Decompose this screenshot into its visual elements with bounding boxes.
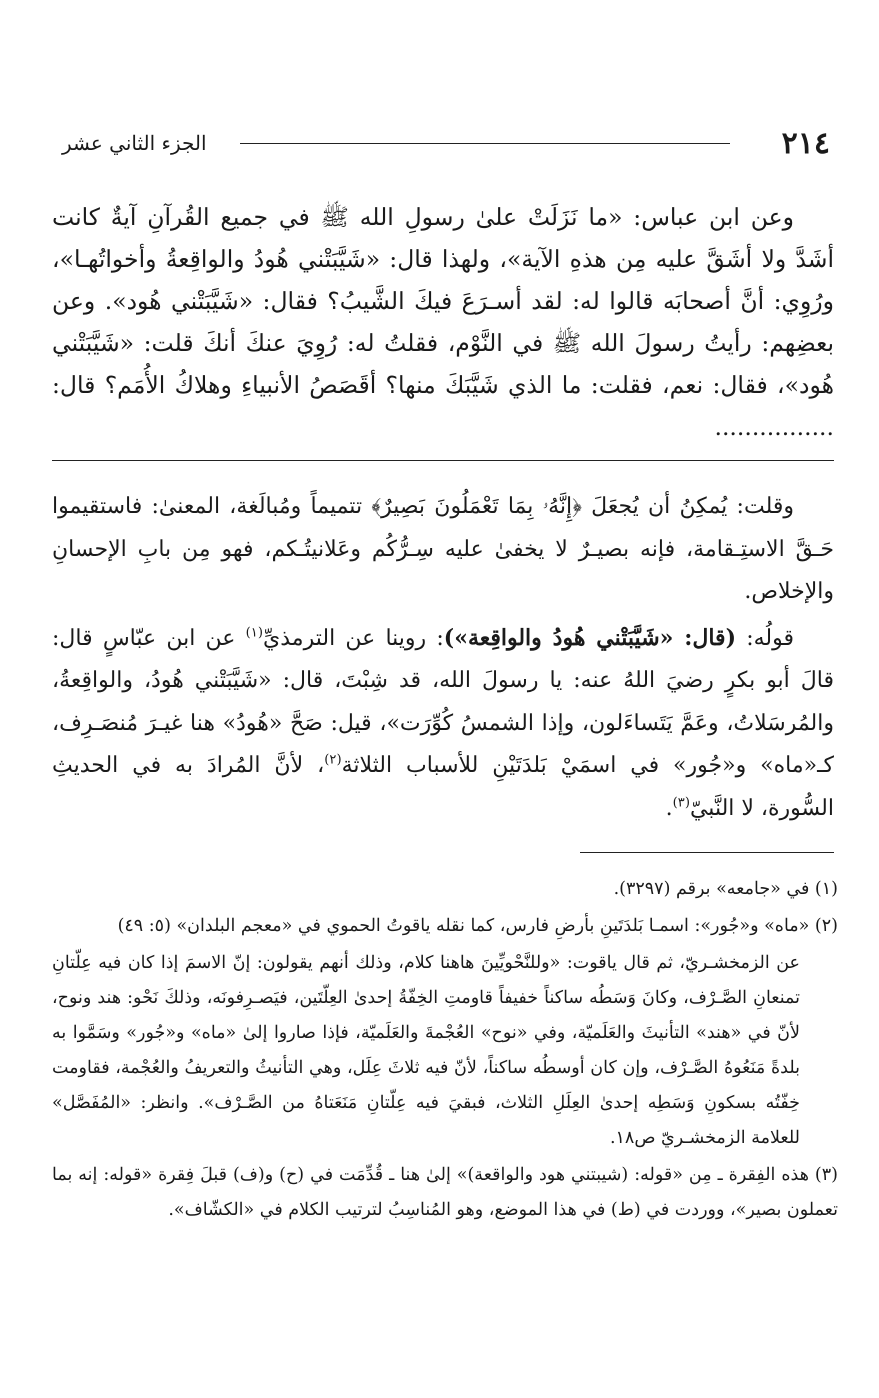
footnote-ref-1[interactable]: (١) [245,625,264,641]
p2-mid2: عن ابن عبّاسٍ قال: قالَ أبو بكرٍ رضيَ اللهُ عنه: يا رسولَ الله، قد شِبْتَ، قال: «شَيَّبَتْني هُودُ، والواقِعةُ، والمُرسَلاتُ، وعَمَّ يَتَساءَلون، وإذا الشمسُ كُوِّرَت»، قيل: صَحَّ «هُودُ» هنا غيـرَ مُنصَـرِف، كـ«ماه» و«جُور» في اسمَيْ بَلدَتَيْنِ للأسباب الثلاثة [52,625,834,778]
commentary-paragraph-2 [52,617,834,831]
footnote-2-first: (٢) «ماه» و«جُور»: اسمـا بَلدَتَينِ بأرضِ فارس، كما نقله ياقوتُ الحموي في «معجم البلدان» (٥: ٤٩) [117,916,838,936]
footnote-ref-3[interactable]: (٣) [672,795,690,811]
footnote-rule [580,852,834,853]
p2-start: قولُه: [735,625,794,651]
page-header [62,118,830,168]
p2-quote: (قال: «شَيَّبَتْني هُودُ والواقِعة») [443,624,736,651]
footnote-3: (٣) هذه الفِقرة ـ مِن «قوله: (شيبتني هود والواقعة)» إلىٰ هنا ـ قُدِّمَت في (ح) و(ف) قبلَ فِقرة «قوله: إنه بما تعملون بصير»، ووردت في (ط) في هذا الموضع، وهو المُناسِبُ لترتيب الكلام في «الكشّاف». [52,1165,838,1220]
footnote-2-cont: عن الزمخشـريّ، ثم قال ياقوت: «وللنَّحْويِّينَ هاهنا كلام، وذلك أنهم يقولون: إنّ الاسمَ إذا كان فيه عِلّتانِ تمنعانِ الصَّـرْف، وكانَ وَسَطُه ساكناً خفيفاً قاومتِ الخِفّةُ إحدىٰ العِلّتَين، فيَصـرِفونَه، وذلكَ نَحْو: هند ونوح، لأنّ في «هند» التأنيثَ والعَلَميّة، وفي «نوح» العُجْمةَ والعَلَميّة، فإذا صاروا إلىٰ «ماه» و«جُور» وسَمَّوا به بلدةً مَنَعُوهُ الصَّـرْف، وإن كان أوسطُه ساكناً، لأنّ فيه ثلاثَ عِلَل، وهي التأنيثُ والتعريفُ والعُجْمة، فقاومت خِفّتُه بسكونِ وَسَطِه إحدىٰ العِلَلِ الثلاث، فبقيَ فيه عِلّتانِ مَنَعَتاهُ من الصَّـرْف». وانظر: «المُفَصَّل» للعلامة الزمخشـريّ ص١٨. [52,953,800,1148]
main-paragraph [52,196,834,448]
footnote-ref-2[interactable]: (٢) [324,752,342,768]
commentary [52,486,834,833]
main-paragraph-text: وعن ابن عباس: «ما نَزَلَتْ علىٰ رسولِ الله ﷺ في جميع القُرآنِ آيةٌ كانت أشَدَّ ولا أشَقَّ عليه مِن هذهِ الآية»، ولهذا قال: «شَيَّبَتْني هُودُ والواقِعةُ وأخواتُهـا»، ورُوِي: أنَّ أصحابَه قالوا له: لقد أسـرَعَ فيكَ الشَّيبُ؟ فقال: «شَيَّبَتْني هُود». وعن بعضِهم: رأيتُ رسولَ الله ﷺ في النَّوْم، فقلتُ له: رُوِيَ عنكَ أنكَ قلت: «شَيَّبَتْني هُود»، فقال: نعم، فقلت: ما الذي شَيَّبَكَ منها؟ أقَصَصُ الأنبياءِ وهلاكُ الأُمَم؟ قال: [52,203,834,399]
volume-title: الجزء الثاني عشر [62,131,207,155]
footnote-1: (١) في «جامعه» برقم (٣٢٩٧). [613,879,838,899]
main-text [52,196,834,448]
text-separator [52,460,834,461]
footnotes [52,872,838,1230]
p2-end: ، لأنَّ المُرادَ به في الحديثِ السُّورة، لا النَّبيّ [52,753,834,821]
ellipsis-dots: ................ [714,413,834,441]
page-number: ٢١٤ [781,125,830,161]
commentary-paragraph-1: وقلت: يُمكِنُ أن يُجعَلَ ﴿إِنَّهُۥ بِمَا تَعْمَلُونَ بَصِيرٌ﴾ تتميماً ومُبالَغة، المعنىٰ: فاستقيموا حَـقَّ الاستِـقامة، فإنه بصيـرٌ لا يخفىٰ عليه سِـرُّكُم وعَلانيتُـكم، فهو مِن بابِ الإحسانِ والإخلاص. [52,494,834,604]
header-rule [240,143,730,144]
p2-mid1: : روينا عن الترمذيِّ [263,625,444,651]
p2-final: . [665,795,673,821]
